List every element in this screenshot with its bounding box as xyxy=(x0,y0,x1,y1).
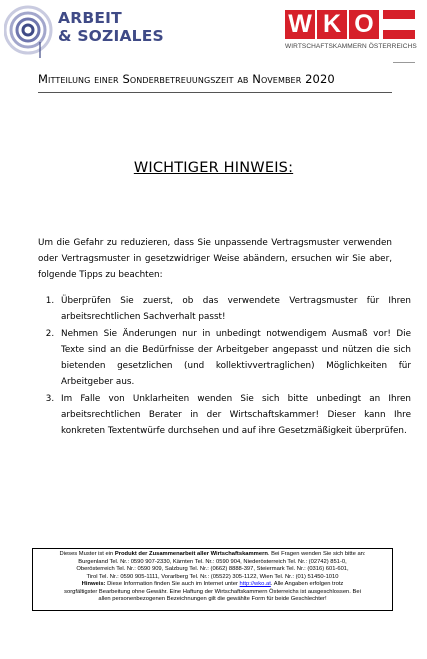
wko-logo xyxy=(285,10,415,58)
footer-text: . Alle Angaben erfolgen trotz xyxy=(270,581,344,587)
wko-letter-w: W xyxy=(285,10,315,39)
list-item: 3. Im Falle von Unklarheiten wenden Sie sich bitte unbedingt an Ihren arbeitsrechtlichen Berater in der Wirtschaftskammer! Dieser kann Ihre konkreten Textentwürfe durchsehen und auf ihre Gesetzmäßigkeit überprüfen. xyxy=(57,391,411,439)
tips-list xyxy=(38,293,411,440)
title-underline xyxy=(38,92,392,93)
notice-heading: WICHTIGER HINWEIS: xyxy=(133,160,294,176)
footer-line: allen personenbezogenen Bezeichnungen gilt die gewählte Form für beide Geschlechter! xyxy=(98,596,327,602)
logo-text-arbeit: ARBEIT xyxy=(58,9,122,27)
footer-line: Tirol Tel. Nr.: 0590 905-1111, Vorarlberg Tel. Nr.: (05522) 305-1122, Wien Tel. Nr.: (01) 51450-1010 xyxy=(86,573,339,580)
footer-text: . Bei Fragen wenden Sie sich bitte an: xyxy=(267,551,366,557)
footer-text: Diese Information finden Sie auch im Internet unter xyxy=(105,581,240,587)
list-item: 2. Nehmen Sie Änderungen nur in unbedingt notwendigem Ausmaß vor! Die Texte sind an die Bedürfnisse der Arbeitgeber angepasst und nützen die sich bietenden gesetzlichen (und kollektivvertraglichen) Möglichkeiten für Arbeitgeber aus. xyxy=(57,326,411,390)
intro-paragraph: Um die Gefahr zu reduzieren, dass Sie unpassende Vertragsmuster verwenden oder Vertragsmuster in gesetzwidriger Weise abändern, ersuchen wir Sie aber, folgende Tipps zu beachten: xyxy=(38,238,392,280)
concentric-circles-icon xyxy=(4,4,56,60)
footer-bold-text: Hinweis: xyxy=(81,581,106,587)
header-divider xyxy=(393,62,415,63)
wko-letter-o: O xyxy=(349,10,379,39)
footer-line xyxy=(36,551,389,559)
wko-letter-k: K xyxy=(317,10,347,39)
list-item: 1. Überprüfen Sie zuerst, ob das verwendete Vertragsmuster für Ihren arbeitsrechtlichen Sachverhalt passt! xyxy=(57,293,411,325)
wko-website-link[interactable]: http://wko.at xyxy=(239,581,271,587)
document-title: Mitteilung einer Sonderbetreuungszeit ab November 2020 xyxy=(38,72,335,86)
footer-line xyxy=(36,581,389,589)
arbeit-soziales-logo xyxy=(4,4,174,60)
wko-subtitle: WIRTSCHAFTSKAMMERN ÖSTERREICHS xyxy=(285,43,417,50)
footer-bold-text: Produkt der Zusammenarbeit aller Wirtschaftskammern xyxy=(114,551,268,557)
austria-flag-icon xyxy=(383,10,415,39)
logo-text-soziales: & SOZIALES xyxy=(58,27,164,45)
footer-line: Burgenland Tel. Nr.: 0590 907-2330, Kärnten Tel. Nr.: 0590 904, Niederösterreich Tel. Nr.: (02742) 851-0, xyxy=(78,558,347,565)
footer-text: Dieses Muster ist ein xyxy=(59,551,115,557)
footer-disclaimer-box xyxy=(32,548,393,611)
footer-line: sorgfältigster Bearbeitung ohne Gewähr. Eine Haftung der Wirtschaftskammern Österreichs ist ausgeschlossen. Bei xyxy=(64,588,361,595)
footer-line: Oberösterreich Tel. Nr.: 0590 909, Salzburg Tel. Nr.: (0662) 8888-397, Steiermark Tel. Nr.: (0316) 601-601, xyxy=(76,566,349,572)
